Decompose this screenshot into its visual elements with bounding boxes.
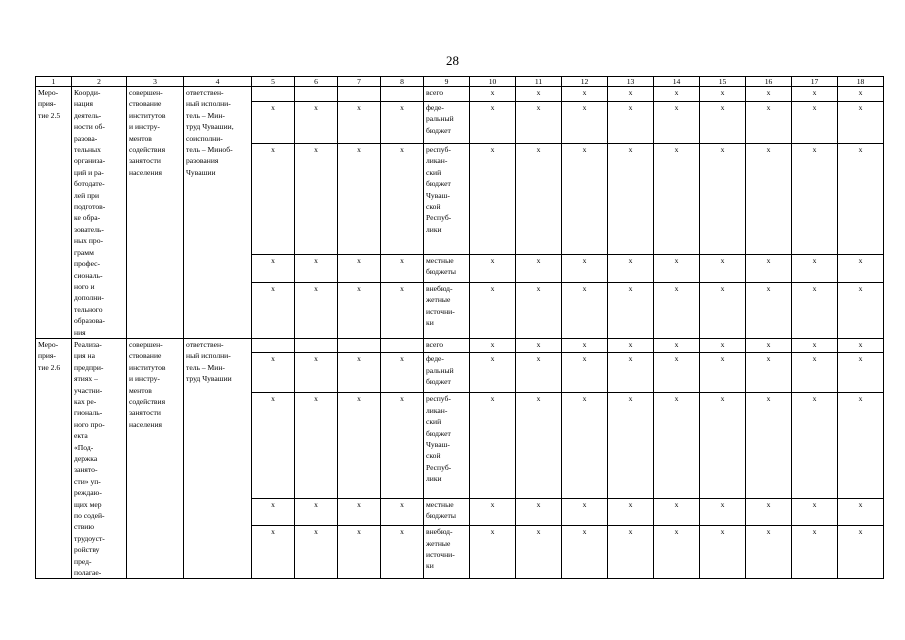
value-cell: x bbox=[562, 498, 608, 525]
value-cell: x bbox=[516, 526, 562, 579]
value-cell: x bbox=[516, 101, 562, 143]
table-body bbox=[36, 77, 884, 579]
value-cell: x bbox=[252, 526, 295, 579]
value-cell: x bbox=[746, 144, 792, 255]
value-cell: x bbox=[295, 498, 338, 525]
value-cell: x bbox=[838, 353, 884, 393]
activity-label: Меро- прия- тие 2.6 bbox=[36, 338, 72, 579]
funding-source: местные бюджеты bbox=[424, 254, 470, 283]
column-number: 5 bbox=[252, 77, 295, 87]
activity-name: Реализа- ция на предпри- ятиях – участни- ках ре- гиональ- ного про- екта «Под- держка занято- сти» уп- реждаю- щих мер по содей- ствию трудоуст- ройству пред- полагае- bbox=[72, 338, 127, 579]
column-number: 16 bbox=[746, 77, 792, 87]
value-cell: x bbox=[746, 353, 792, 393]
value-cell: x bbox=[838, 87, 884, 102]
value-cell: x bbox=[746, 254, 792, 283]
value-cell: x bbox=[252, 353, 295, 393]
activity-executor: ответствен- ный исполни- тель – Мин- труд Чувашии, соисполни- тель – Миноб- разования Чувашии bbox=[184, 87, 252, 339]
funding-source: всего bbox=[424, 87, 470, 102]
value-cell: x bbox=[252, 283, 295, 339]
value-cell: x bbox=[608, 144, 654, 255]
value-cell: x bbox=[516, 254, 562, 283]
value-cell: x bbox=[562, 353, 608, 393]
value-cell: x bbox=[838, 254, 884, 283]
column-number: 14 bbox=[654, 77, 700, 87]
value-cell: x bbox=[470, 283, 516, 339]
value-cell: x bbox=[338, 393, 381, 499]
value-cell: x bbox=[381, 498, 424, 525]
value-cell: x bbox=[516, 283, 562, 339]
value-cell: x bbox=[700, 283, 746, 339]
column-number: 4 bbox=[184, 77, 252, 87]
value-cell: x bbox=[381, 101, 424, 143]
value-cell: x bbox=[338, 144, 381, 255]
value-cell: x bbox=[654, 526, 700, 579]
value-cell: x bbox=[252, 393, 295, 499]
value-cell: x bbox=[338, 353, 381, 393]
value-cell: x bbox=[838, 101, 884, 143]
value-cell: x bbox=[470, 526, 516, 579]
column-number: 7 bbox=[338, 77, 381, 87]
value-cell: x bbox=[381, 393, 424, 499]
value-cell: x bbox=[562, 101, 608, 143]
value-cell: x bbox=[700, 254, 746, 283]
value-cell: x bbox=[381, 353, 424, 393]
funding-source: местные бюджеты bbox=[424, 498, 470, 525]
value-cell bbox=[295, 338, 338, 352]
activity-goal: совершен- ствование институтов и инстру- ментов содействия занятости населения bbox=[127, 338, 184, 579]
value-cell: x bbox=[608, 338, 654, 352]
value-cell: x bbox=[654, 254, 700, 283]
value-cell: x bbox=[700, 526, 746, 579]
value-cell: x bbox=[608, 87, 654, 102]
funding-source: феде- ральный бюджет bbox=[424, 353, 470, 393]
column-number: 10 bbox=[470, 77, 516, 87]
value-cell: x bbox=[746, 283, 792, 339]
value-cell: x bbox=[295, 254, 338, 283]
column-number: 1 bbox=[36, 77, 72, 87]
column-number: 6 bbox=[295, 77, 338, 87]
value-cell: x bbox=[470, 498, 516, 525]
column-number: 13 bbox=[608, 77, 654, 87]
value-cell: x bbox=[562, 283, 608, 339]
value-cell: x bbox=[295, 144, 338, 255]
column-number: 3 bbox=[127, 77, 184, 87]
value-cell: x bbox=[608, 101, 654, 143]
value-cell: x bbox=[470, 393, 516, 499]
value-cell: x bbox=[654, 338, 700, 352]
value-cell: x bbox=[516, 144, 562, 255]
value-cell: x bbox=[252, 144, 295, 255]
value-cell bbox=[338, 338, 381, 352]
value-cell: x bbox=[700, 144, 746, 255]
value-cell: x bbox=[746, 393, 792, 499]
activity-executor: ответствен- ный исполни- тель – Мин- труд Чувашии bbox=[184, 338, 252, 579]
value-cell: x bbox=[654, 87, 700, 102]
column-number: 15 bbox=[700, 77, 746, 87]
value-cell: x bbox=[608, 283, 654, 339]
value-cell: x bbox=[792, 526, 838, 579]
funding-source: респуб- ликан- ский бюджет Чуваш- ской Респуб- лики bbox=[424, 144, 470, 255]
value-cell: x bbox=[700, 101, 746, 143]
column-number: 8 bbox=[381, 77, 424, 87]
value-cell: x bbox=[654, 283, 700, 339]
value-cell: x bbox=[746, 338, 792, 352]
value-cell: x bbox=[562, 254, 608, 283]
value-cell: x bbox=[792, 101, 838, 143]
value-cell: x bbox=[252, 101, 295, 143]
value-cell: x bbox=[654, 498, 700, 525]
value-cell: x bbox=[792, 87, 838, 102]
page-number: 28 bbox=[446, 53, 459, 68]
value-cell: x bbox=[700, 87, 746, 102]
activity-name: Коорди- нация деятель- ности об- разова- тельных организа- ций и ра- ботодате- лей при подготов- ке обра- зователь- ных про- грамм профес- сиональ- ного и дополни- тельного образова- ния bbox=[72, 87, 127, 339]
value-cell: x bbox=[838, 526, 884, 579]
value-cell: x bbox=[516, 87, 562, 102]
value-cell: x bbox=[381, 144, 424, 255]
value-cell: x bbox=[338, 283, 381, 339]
value-cell: x bbox=[470, 353, 516, 393]
value-cell bbox=[252, 87, 295, 102]
value-cell: x bbox=[562, 338, 608, 352]
value-cell: x bbox=[516, 498, 562, 525]
value-cell: x bbox=[338, 101, 381, 143]
value-cell: x bbox=[381, 254, 424, 283]
column-number-row bbox=[36, 77, 884, 87]
value-cell: x bbox=[792, 144, 838, 255]
value-cell: x bbox=[838, 338, 884, 352]
value-cell: x bbox=[295, 393, 338, 499]
value-cell: x bbox=[252, 498, 295, 525]
column-number: 11 bbox=[516, 77, 562, 87]
value-cell: x bbox=[470, 144, 516, 255]
value-cell: x bbox=[838, 283, 884, 339]
value-cell: x bbox=[838, 498, 884, 525]
value-cell: x bbox=[470, 254, 516, 283]
value-cell: x bbox=[338, 498, 381, 525]
column-number: 9 bbox=[424, 77, 470, 87]
value-cell: x bbox=[654, 393, 700, 499]
value-cell: x bbox=[295, 526, 338, 579]
value-cell: x bbox=[746, 87, 792, 102]
value-cell: x bbox=[792, 338, 838, 352]
value-cell: x bbox=[654, 144, 700, 255]
value-cell: x bbox=[338, 254, 381, 283]
value-cell: x bbox=[700, 393, 746, 499]
value-cell: x bbox=[654, 101, 700, 143]
value-cell bbox=[381, 338, 424, 352]
value-cell: x bbox=[470, 101, 516, 143]
column-number: 2 bbox=[72, 77, 127, 87]
program-activities-table bbox=[35, 76, 884, 579]
value-cell: x bbox=[608, 498, 654, 525]
value-cell: x bbox=[700, 338, 746, 352]
value-cell: x bbox=[381, 283, 424, 339]
value-cell: x bbox=[295, 283, 338, 339]
value-cell: x bbox=[792, 393, 838, 499]
value-cell: x bbox=[746, 498, 792, 525]
funding-source: внебюд- жетные источни- ки bbox=[424, 526, 470, 579]
column-number: 18 bbox=[838, 77, 884, 87]
value-cell bbox=[381, 87, 424, 102]
value-cell: x bbox=[608, 393, 654, 499]
value-cell: x bbox=[516, 353, 562, 393]
funding-source: респуб- ликан- ский бюджет Чуваш- ской Респуб- лики bbox=[424, 393, 470, 499]
value-cell: x bbox=[746, 526, 792, 579]
value-cell: x bbox=[838, 144, 884, 255]
value-cell: x bbox=[746, 101, 792, 143]
value-cell: x bbox=[792, 498, 838, 525]
value-cell bbox=[252, 338, 295, 352]
value-cell: x bbox=[562, 526, 608, 579]
funding-row bbox=[36, 338, 884, 352]
value-cell bbox=[338, 87, 381, 102]
value-cell: x bbox=[295, 353, 338, 393]
value-cell: x bbox=[608, 353, 654, 393]
value-cell: x bbox=[792, 353, 838, 393]
value-cell: x bbox=[700, 353, 746, 393]
value-cell: x bbox=[470, 87, 516, 102]
value-cell: x bbox=[608, 254, 654, 283]
value-cell: x bbox=[700, 498, 746, 525]
value-cell bbox=[295, 87, 338, 102]
funding-row bbox=[36, 87, 884, 102]
value-cell: x bbox=[608, 526, 654, 579]
value-cell: x bbox=[470, 338, 516, 352]
value-cell: x bbox=[562, 87, 608, 102]
value-cell: x bbox=[516, 393, 562, 499]
value-cell: x bbox=[516, 338, 562, 352]
value-cell: x bbox=[838, 393, 884, 499]
value-cell: x bbox=[381, 526, 424, 579]
activity-goal: совершен- ствование институтов и инстру- ментов содействия занятости населения bbox=[127, 87, 184, 339]
funding-source: феде- ральный бюджет bbox=[424, 101, 470, 143]
funding-source: всего bbox=[424, 338, 470, 352]
activity-label: Меро- прия- тие 2.5 bbox=[36, 87, 72, 339]
value-cell: x bbox=[562, 393, 608, 499]
value-cell: x bbox=[654, 353, 700, 393]
value-cell: x bbox=[792, 254, 838, 283]
funding-source: внебюд- жетные источни- ки bbox=[424, 283, 470, 339]
column-number: 17 bbox=[792, 77, 838, 87]
value-cell: x bbox=[792, 283, 838, 339]
value-cell: x bbox=[338, 526, 381, 579]
column-number: 12 bbox=[562, 77, 608, 87]
value-cell: x bbox=[562, 144, 608, 255]
value-cell: x bbox=[295, 101, 338, 143]
value-cell: x bbox=[252, 254, 295, 283]
